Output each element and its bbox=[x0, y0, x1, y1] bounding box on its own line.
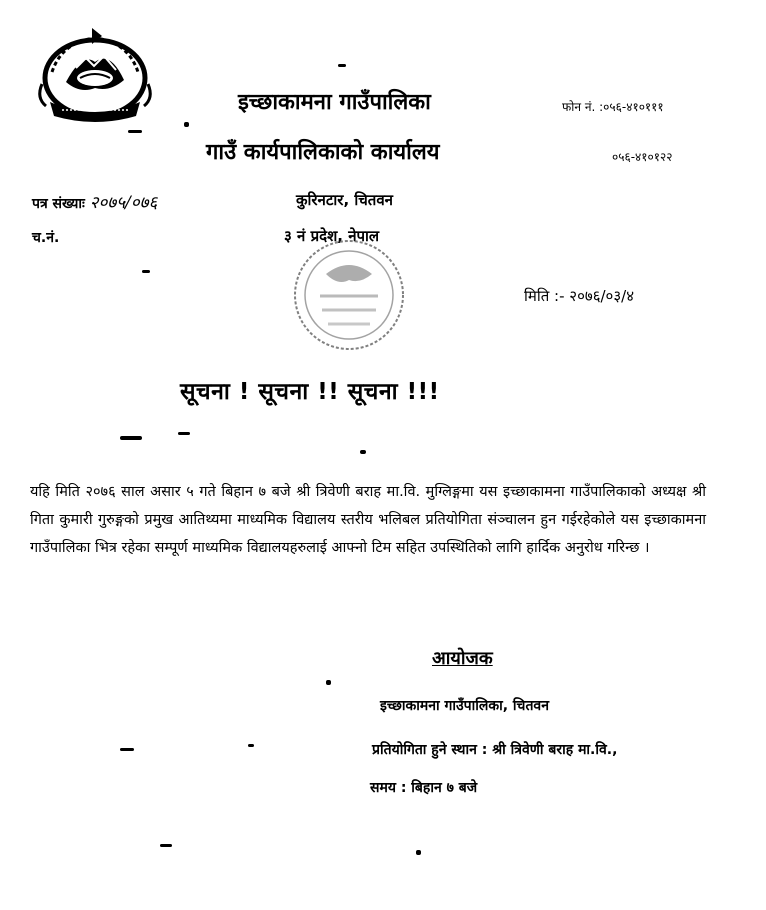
date-line: मिति :- २०७६/०३/४ bbox=[524, 287, 635, 305]
office-title: इच्छाकामना गाउँपालिका bbox=[238, 90, 431, 115]
scan-speck bbox=[120, 748, 134, 751]
dispatch-number-label: च.नं. bbox=[32, 230, 60, 246]
scan-speck bbox=[416, 850, 421, 855]
notice-heading: सूचना ! सूचना !! सूचना !!! bbox=[180, 379, 440, 405]
phone-number-1: फोन नं. :०५६-४१०१११ bbox=[562, 100, 664, 114]
ref-number-value: २०७५/०७६ bbox=[89, 193, 158, 213]
scan-speck bbox=[360, 450, 366, 454]
scan-speck bbox=[178, 432, 190, 435]
office-subtitle: गाउँ कार्यपालिकाको कार्यालय bbox=[206, 140, 440, 165]
scan-speck bbox=[326, 680, 331, 685]
scan-speck bbox=[142, 270, 150, 273]
scan-speck bbox=[128, 130, 142, 133]
venue-line: प्रतियोगिता हुने स्थान : श्री त्रिवेणी बराह मा.वि., bbox=[372, 742, 618, 758]
address-line-2: ३ नं प्रदेश, नेपाल bbox=[284, 227, 380, 245]
organizer-heading: आयोजक bbox=[432, 648, 493, 669]
nepal-emblem-logo bbox=[32, 22, 158, 124]
scan-speck bbox=[184, 122, 189, 127]
office-stamp-seal bbox=[290, 236, 408, 354]
ref-number-label: पत्र संख्याः bbox=[32, 196, 85, 212]
scan-speck bbox=[120, 436, 142, 440]
scan-speck bbox=[338, 64, 346, 67]
phone-number-2: ०५६-४१०१२२ bbox=[612, 150, 673, 164]
organizer-name: इच्छाकामना गाउँपालिका, चितवन bbox=[380, 698, 549, 714]
address-line-1: कुरिनटार, चितवन bbox=[296, 191, 393, 209]
time-line: समय : बिहान ७ बजे bbox=[370, 780, 478, 796]
notice-body: यहि मिति २०७६ साल असार ५ गते बिहान ७ बजे श्री त्रिवेणी बराह मा.वि. मुग्लिङ्गमा यस इच्छाकामना गाउँपालिकाको अध्यक्ष श्री गिता कुमारी गुरुङ्गको प्रमुख आतिथ्यमा माध्यमिक विद्यालय स्तरीय भलिबल प्रतियोगिता संञ्चालन हुन गईरहेकोले यस इच्छाकामना गाउँपालिका भित्र रहेका सम्पूर्ण माध्यमिक विद्यालयहरुलाई आफ्नो टिम सहित उपस्थितिको लागि हार्दिक अनुरोध गरिन्छ । bbox=[30, 484, 706, 556]
ref-number bbox=[32, 190, 157, 213]
scan-speck bbox=[248, 744, 254, 747]
scan-speck bbox=[160, 844, 172, 847]
